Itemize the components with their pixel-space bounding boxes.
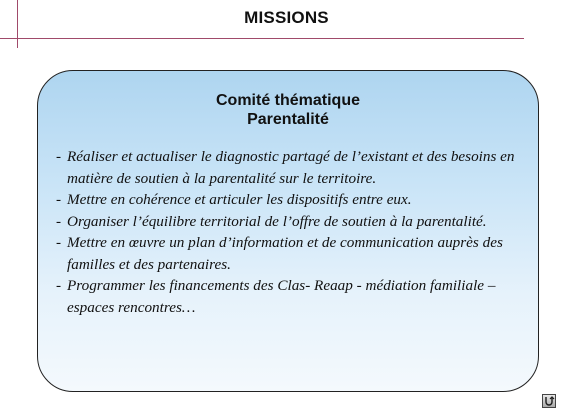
return-arrow-icon[interactable]: [542, 394, 556, 408]
mission-item-text: Mettre en œuvre un plan d’information et de communication auprès des familles et des partenaires.: [67, 234, 503, 273]
mission-item: [56, 275, 534, 318]
mission-item-text: Mettre en cohérence et articuler les dispositifs entre eux.: [67, 191, 412, 208]
mission-item-text: Programmer les financements des Clas- Reaap - médiation familiale – espaces rencontres…: [67, 277, 496, 316]
header-rule-horizontal: [0, 38, 524, 39]
card-title-line-2: Parentalité: [247, 111, 329, 128]
list-dash: -: [56, 212, 62, 230]
mission-item-text: Réaliser et actualiser le diagnostic partagé de l’existant et des besoins en matière de soutien à la parentalité sur le territoire.: [67, 148, 515, 187]
return-arrow-glyph: [543, 395, 555, 407]
mission-item-text: Organiser l’équilibre territorial de l’offre de soutien à la parentalité.: [67, 212, 487, 230]
card-title: [38, 91, 538, 129]
slide-title: MISSIONS: [244, 8, 329, 27]
header-rule-vertical: [17, 0, 18, 48]
mission-item: [56, 189, 534, 211]
list-dash: -: [56, 191, 62, 208]
list-dash: -: [56, 148, 62, 165]
list-dash: -: [56, 234, 62, 251]
card-title-line-1: Comité thématique: [215, 92, 360, 109]
mission-item: [56, 232, 534, 275]
list-dash: -: [56, 277, 62, 294]
mission-item: [56, 146, 534, 189]
mission-list: [56, 146, 534, 318]
committee-card: [37, 70, 539, 392]
mission-item: [56, 211, 534, 233]
